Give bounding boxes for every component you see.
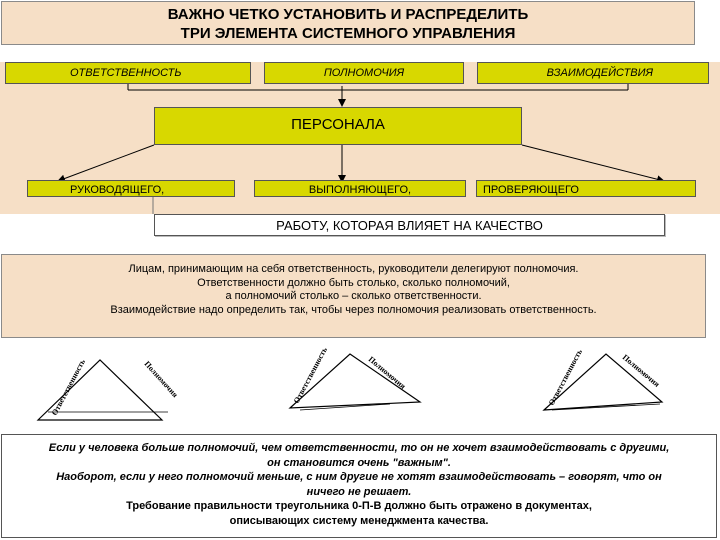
role-manager-label: РУКОВОДЯЩЕГО, (70, 184, 165, 196)
triangle-1-left-label: Ответственность (49, 357, 88, 417)
conclusion-line-3: Наоборот, если у него полномочий меньше, с ним другие не хотят взаимодействовать – говорят, что он (56, 471, 662, 483)
principle-paragraph (1, 254, 706, 338)
conclusion-line-2: он становится очень "важным". (267, 456, 451, 469)
triangle-1-right-label: Полномочия (142, 359, 180, 400)
triangle-2-right-label: Полномочия (366, 354, 408, 391)
title-line-2: ТРИ ЭЛЕМЕНТА СИСТЕМНОГО УПРАВЛЕНИЯ (180, 25, 516, 42)
triangles-area (0, 340, 720, 434)
element-authority (264, 62, 464, 84)
paragraph-line-1: Лицам, принимающим на себя ответственность, руководители делегируют полномочия. (128, 263, 579, 275)
role-executor-label: ВЫПОЛНЯЮЩЕГО, (308, 184, 412, 196)
role-checker-label: ПРОВЕРЯЮЩЕГО (483, 184, 579, 196)
conclusion-line-4: ничего не решает. (306, 485, 412, 498)
personnel-label: ПЕРСОНАЛА (291, 116, 385, 133)
conclusion-line-6: описывающих систему менеджмента качества. (229, 514, 489, 527)
triangle-2-left-label: Ответственность (291, 345, 330, 405)
element-responsibility (5, 62, 251, 84)
element-interaction (477, 62, 709, 84)
triangle-3-right-label: Полномочия (620, 352, 662, 389)
role-checker (476, 180, 696, 197)
role-executor (254, 180, 466, 197)
triangle-more-authority (290, 345, 420, 410)
element-authority-label: ПОЛНОМОЧИЯ (323, 67, 405, 79)
arrow-to-manager (58, 145, 154, 181)
element-responsibility-label: ОТВЕТСТВЕННОСТЬ (70, 67, 182, 79)
work-label: РАБОТУ, КОТОРАЯ ВЛИЯЕТ НА КАЧЕСТВО (276, 217, 543, 233)
triangle-balanced (38, 357, 180, 420)
conclusion-box (1, 434, 717, 538)
personnel-box (154, 107, 522, 145)
element-interaction-label: ВЗАИМОДЕЙСТВИЯ (546, 67, 653, 79)
conclusion-line-1: Если у человека больше полномочий, чем ответственности, то он не хочет взаимодействовать с другими, (48, 442, 670, 454)
work-box (154, 214, 665, 236)
paragraph-line-4: Взаимодействие надо определить так, чтобы через полномочия реализовать ответственность. (110, 303, 597, 316)
paragraph-line-2: Ответственности должно быть столько, сколько полномочий, (197, 276, 510, 289)
triangle-3-left-label: Ответственность (546, 347, 585, 407)
paragraph-line-3: а полномочий столько – сколько ответственности. (225, 290, 482, 302)
arrow-to-checker (522, 145, 664, 181)
role-manager (27, 180, 235, 197)
title-line-1: ВАЖНО ЧЕТКО УСТАНОВИТЬ И РАСПРЕДЕЛИТЬ (167, 6, 529, 23)
conclusion-line-5: Требование правильности треугольника 0-П-В должно быть отражено в документах, (126, 500, 592, 512)
triangle-less-authority (544, 347, 662, 410)
